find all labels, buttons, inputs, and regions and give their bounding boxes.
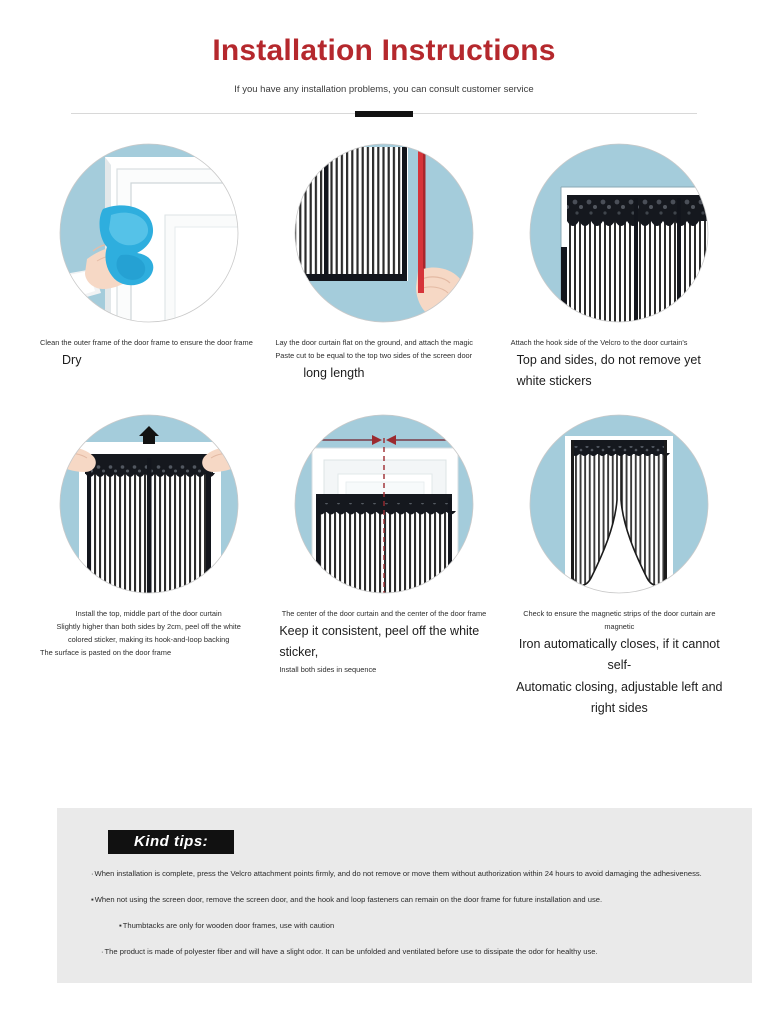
step-6 — [505, 414, 734, 719]
page-title: Installation Instructions — [212, 34, 556, 67]
step-5-line-2: Keep it consistent, peel off the white sticker, — [279, 624, 480, 660]
kind-tips-list — [57, 868, 752, 959]
step-4 — [34, 414, 263, 719]
tip-item-4 — [79, 946, 730, 958]
header — [0, 0, 768, 117]
step-3-line-2: Top and sides, do not remove yet — [516, 352, 701, 367]
tip-marker-3: ▪ — [119, 921, 122, 931]
tip-item-2 — [79, 894, 730, 906]
step-1-captions — [34, 337, 263, 371]
step-4-line-4: The surface is pasted on the door frame — [40, 648, 172, 658]
tip-item-3 — [79, 920, 730, 932]
kind-tips-panel — [57, 808, 752, 983]
step-5-captions — [269, 608, 498, 676]
divider-nub — [355, 111, 413, 117]
step-1-line-1: Clean the outer frame of the door frame to ensure the door frame — [40, 337, 253, 347]
hand-wiping-door-frame-illustration — [59, 143, 239, 323]
step-2-line-3: long length — [303, 365, 365, 380]
step-3-line-1: Attach the hook side of the Velcro to the door curtain's — [510, 337, 688, 347]
step-2-line-2: Paste cut to be equal to the top two sides of the screen door — [275, 350, 473, 360]
step-2-captions — [269, 337, 498, 384]
step-3-line-3: white stickers — [516, 373, 592, 388]
step-1 — [34, 143, 263, 392]
tip-text-4: The product is made of polyester fiber and will have a slight odor. It can be unfolded and ventilated before use to dissipate the odor for healthy use. — [104, 947, 598, 957]
tip-marker-2: ▪ — [91, 895, 94, 905]
step-2-line-1: Lay the door curtain flat on the ground, and attach the magic — [275, 337, 473, 347]
curtain-flat-with-velcro-strip-illustration — [294, 143, 474, 323]
velcro-hook-side-on-curtain-illustration — [529, 143, 709, 323]
step-6-captions — [505, 608, 734, 719]
step-2 — [269, 143, 498, 392]
steps-row-1 — [34, 143, 734, 392]
curtain-centering-alignment-illustration — [294, 414, 474, 594]
step-5-line-1: The center of the door curtain and the center of the door frame — [281, 609, 487, 619]
header-subtitle: If you have any installation problems, you can consult customer service — [234, 83, 534, 95]
tip-marker-1: · — [91, 869, 94, 878]
tip-text-1: When installation is complete, press the Velcro attachment points firmly, and do not remove or move them without authorization within 24 hours to avoid damaging the adhesiveness. — [94, 869, 702, 878]
step-3-captions — [505, 337, 734, 392]
steps-row-2 — [34, 414, 734, 719]
tip-marker-4: · — [101, 947, 104, 957]
step-4-captions — [34, 608, 263, 660]
step-4-line-1: Install the top, middle part of the door curtain — [75, 609, 222, 619]
magnetic-closure-check-illustration — [529, 414, 709, 594]
step-6-line-3: Automatic closing, adjustable left and right sides — [516, 679, 723, 715]
step-4-line-3: colored sticker, making its hook-and-loop backing — [67, 635, 230, 645]
hands-installing-curtain-top-illustration — [59, 414, 239, 594]
step-3 — [505, 143, 734, 392]
step-6-line-2: Iron automatically closes, if it cannot self- — [518, 637, 720, 673]
kind-tips-badge: Kind tips: — [108, 830, 234, 854]
step-5-line-3: Install both sides in sequence — [279, 664, 377, 674]
step-1-line-2: Dry — [62, 352, 82, 367]
step-5 — [269, 414, 498, 719]
tip-item-1 — [79, 868, 730, 880]
tip-text-2: When not using the screen door, remove the screen door, and the hook and loop fasteners can remain on the door frame for future installation and use. — [94, 895, 603, 905]
step-4-line-2: Slightly higher than both sides by 2cm, peel off the white — [56, 622, 241, 632]
step-6-line-1: Check to ensure the magnetic strips of the door curtain are magnetic — [523, 609, 716, 632]
tip-text-3: Thumbtacks are only for wooden door frames, use with caution — [122, 921, 335, 931]
header-divider — [71, 111, 697, 117]
